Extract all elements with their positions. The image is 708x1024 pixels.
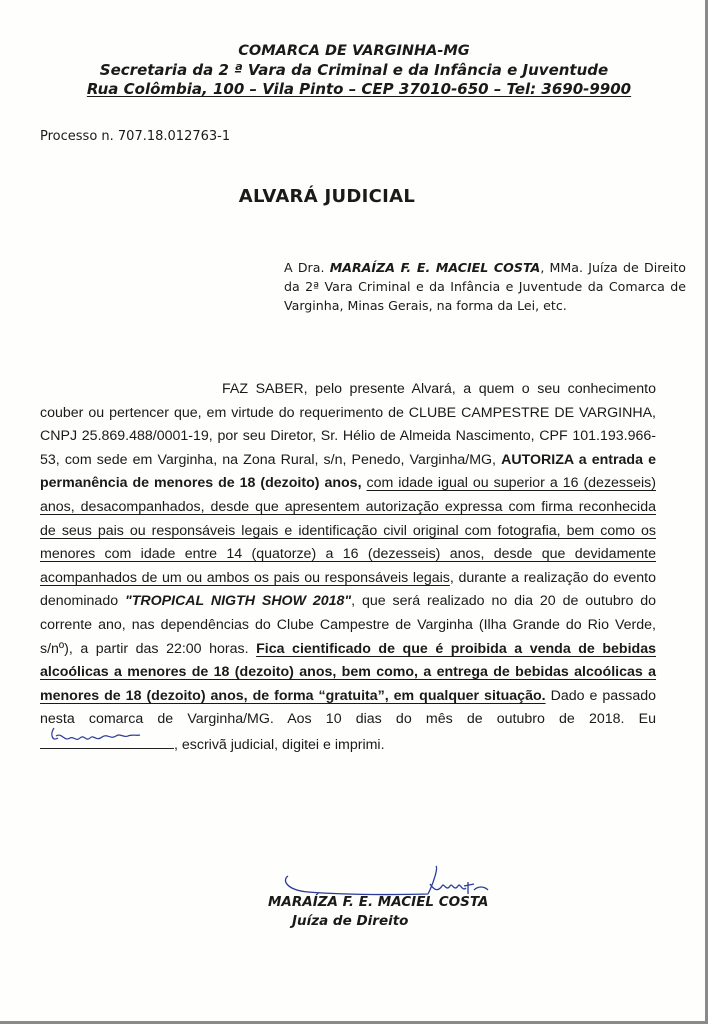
body-part-2: , durante a realização do evento denominado (40, 569, 656, 610)
secretariat-name: Secretaria da 2 ª Vara da Criminal e da Infância e Juventude (99, 61, 609, 79)
process-number: Processo n. 707.18.012763-1 (40, 129, 231, 144)
intro-rest: , MMa. Juíza de Direito da 2ª Vara Criminal e da Infância e Juventude da Comarca de Varginha, Minas Gerais, na forma da Lei, etc. (284, 260, 686, 313)
document-title: ALVARÁ JUDICIAL (238, 186, 416, 207)
body-part-5: , escrivã judicial, digitei e imprimi. (174, 736, 385, 753)
signer-role: Juíza de Direito (292, 913, 409, 929)
body-part-1: FAZ SABER, pelo presente Alvará, a quem o seu conhecimento couber ou pertencer que, em virtude do requerimento de CLUBE CAMPESTRE DE VARGINHA, CNPJ 25.869.488/0001-19, por seu Diretor, Sr. Hélio de Almeida Nascimento, CPF 101.193.966-53, com sede em Varginha, na Zona Rural, s/n, Penedo, Varginha/MG, (40, 381, 656, 468)
clerk-signature-line (40, 732, 174, 749)
conditions-clause: com idade igual ou superior a 16 (dezesseis) anos, desacompanhados, desde que apresentem autorização expressa com firma reconhecida de seus pais ou responsáveis legais e identificação civil original com fotografia, bem como os menores com idade entre 14 (quatorze) a 16 (dezesseis) anos, desde que devidamente acompanhados de um ou ambos os pais ou responsáveis legais (40, 475, 656, 586)
intro-prefix: A Dra. (284, 260, 330, 275)
body-part-4: Dado e passado nesta comarca de Varginha/MG. Aos 10 dias do mês de outubro de 2018. Eu (40, 687, 656, 728)
court-address: Rua Colômbia, 100 – Vila Pinto – CEP 37010-650 – Tel: 3690-9900 (86, 80, 632, 98)
authorization-clause: AUTORIZA a entrada e permanência de menores de 18 (dezoito) anos, (40, 451, 656, 492)
signer-name: MARAÍZA F. E. MACIEL COSTA (268, 894, 489, 910)
body-paragraph (40, 378, 656, 758)
judge-name: MARAÍZA F. E. MACIEL COSTA (329, 260, 541, 275)
court-name: COMARCA DE VARGINHA-MG (238, 43, 470, 59)
signature-block (268, 893, 488, 931)
clerk-signature-icon (48, 724, 148, 750)
letterhead (0, 42, 708, 99)
prohibition-clause: Fica cientificado de que é proibida a venda de bebidas alcoólicas a menores de 18 (dezoito) anos, bem como, a entrega de bebidas alcoólicas a menores de 18 (dezoito) anos, de forma “gratuita”, em qualquer situação. (40, 640, 656, 704)
event-name: "TROPICAL NIGTH SHOW 2018" (124, 593, 352, 610)
intro-paragraph (284, 258, 686, 315)
body-part-3: , que será realizado no dia 20 de outubro do corrente ano, nas dependências do Clube Campestre de Varginha (Ilha Grande do Rio Verde, s/nº), a partir das 22:00 horas. (40, 593, 656, 657)
